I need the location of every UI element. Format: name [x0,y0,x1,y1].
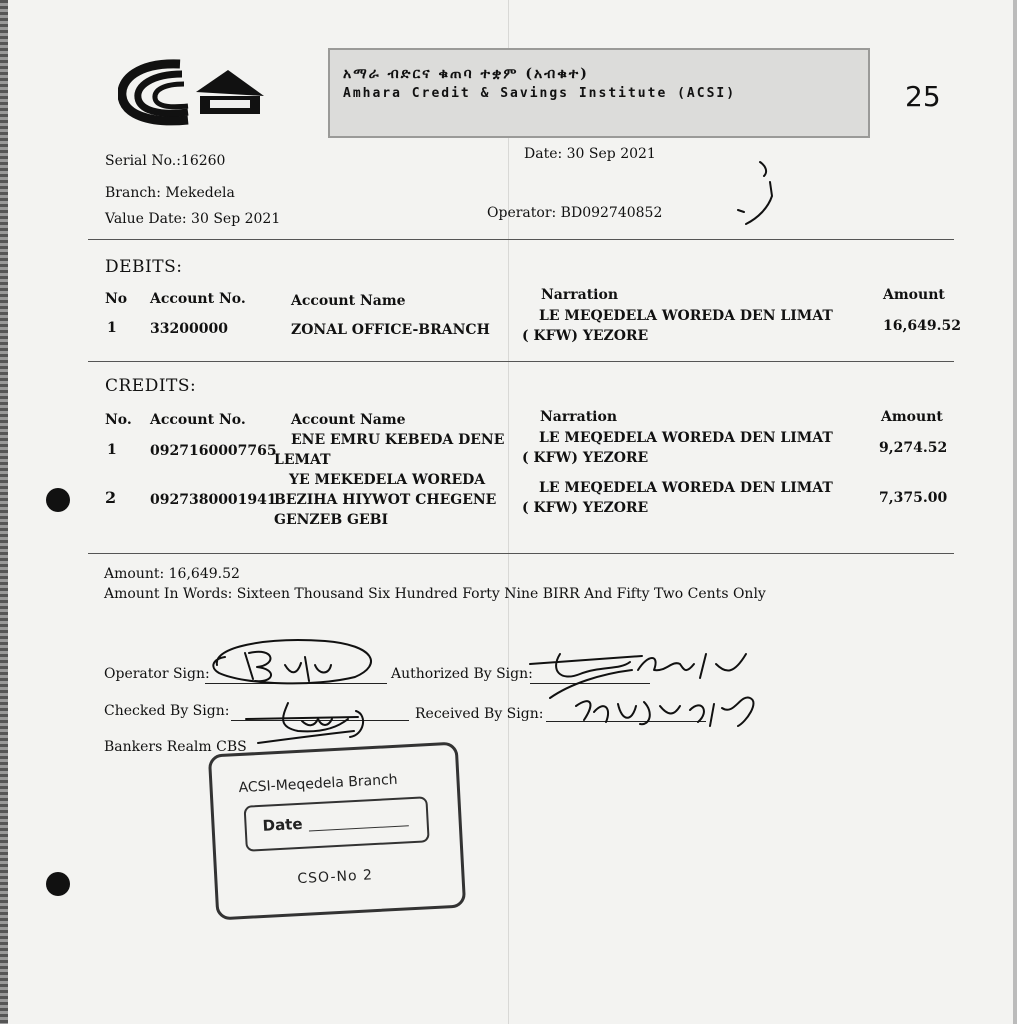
debits-header-no: No [105,291,128,307]
handwritten-mark [720,152,790,232]
credit-row-amount: 7,375.00 [879,490,948,506]
punch-hole [46,872,70,896]
credit-row-account-name-line1: ENE EMRU KEBEDA DENE [291,432,505,448]
divider [88,553,954,554]
credit-row-account-no: 0927380001941 [150,492,277,508]
debits-header-narration: Narration [541,287,618,303]
debits-title: DEBITS: [105,257,183,277]
institution-name-amharic: አማራ ብድርና ቁጠባ ተቋም (አብቁተ) [343,66,589,82]
debits-header-account-name: Account Name [291,293,406,309]
stamp-date-line [309,825,409,831]
stamp-date-box [244,796,430,852]
amount-in-words: Amount In Words: Sixteen Thousand Six Hundred Forty Nine BIRR And Fifty Two Cents Only [104,586,766,602]
credit-row-account-name-line1: YE MEKEDELA WOREDA [289,472,486,488]
paper-fold [508,0,509,1024]
credit-row-account-name-line2: BEZIHA HIYWOT CHEGENE [274,492,497,508]
operator-signature [205,635,385,690]
debit-row-account-name: ZONAL OFFICE-BRANCH [291,322,490,338]
checked-signature [238,697,378,747]
credit-row-account-no: 0927160007765 [150,443,277,459]
handwritten-page-number: 25 [905,80,941,113]
divider [88,361,954,362]
paper-edge-right [1013,0,1017,1024]
credits-header-narration: Narration [540,409,617,425]
credit-row-narration-line1: LE MEQEDELA WOREDA DEN LIMAT [539,480,833,496]
authorized-sign-label: Authorized By Sign: [391,666,533,682]
debit-row-narration-line2: ( KFW) YEZORE [522,328,649,344]
credits-title: CREDITS: [105,376,197,396]
credit-row-no: 2 [105,488,117,507]
credit-row-account-name-line3: GENZEB GEBI [274,512,389,528]
stamp-branch-text: ACSI-Meqedela Branch [238,771,398,797]
credit-row-amount: 9,274.52 [879,440,948,456]
debits-header-amount: Amount [883,287,945,303]
operator-sign-label: Operator Sign: [104,666,210,682]
credit-row-narration-line2: ( KFW) YEZORE [522,500,649,516]
divider [88,239,954,240]
punch-hole [46,488,70,512]
stamp-date-label: Date [262,814,303,835]
credits-header-amount: Amount [881,409,943,425]
credits-header-account-name: Account Name [291,412,406,428]
branch-stamp [208,742,466,921]
paper-edge [0,0,8,1024]
debit-row-no: 1 [107,320,117,336]
credits-header-no: No. [105,412,132,428]
credits-header-account-no: Account No. [150,412,246,428]
acsi-logo [118,58,268,128]
credit-row-narration-line2: ( KFW) YEZORE [522,450,649,466]
date: Date: 30 Sep 2021 [524,146,656,162]
value-date: Value Date: 30 Sep 2021 [105,211,281,227]
checked-sign-label: Checked By Sign: [104,703,230,719]
credit-row-narration-line1: LE MEQEDELA WOREDA DEN LIMAT [539,430,833,446]
received-signature [570,686,770,734]
debit-row-account-no: 33200000 [150,321,228,337]
credit-row-account-name-line2: LEMAT [274,452,331,468]
branch: Branch: Mekedela [105,185,235,201]
system-label: Bankers Realm CBS [104,739,247,755]
debits-header-account-no: Account No. [150,291,246,307]
debit-row-amount: 16,649.52 [883,318,961,334]
stamp-cso-text: CSO-No 2 [297,867,374,888]
credit-row-no: 1 [107,442,117,458]
total-amount: Amount: 16,649.52 [104,566,240,582]
debit-row-narration-line1: LE MEQEDELA WOREDA DEN LIMAT [539,308,833,324]
operator-id: Operator: BD092740852 [487,205,663,221]
institution-name-english: Amhara Credit & Savings Institute (ACSI) [343,86,737,101]
received-sign-label: Received By Sign: [415,706,544,722]
serial-number: Serial No.:16260 [105,153,226,169]
